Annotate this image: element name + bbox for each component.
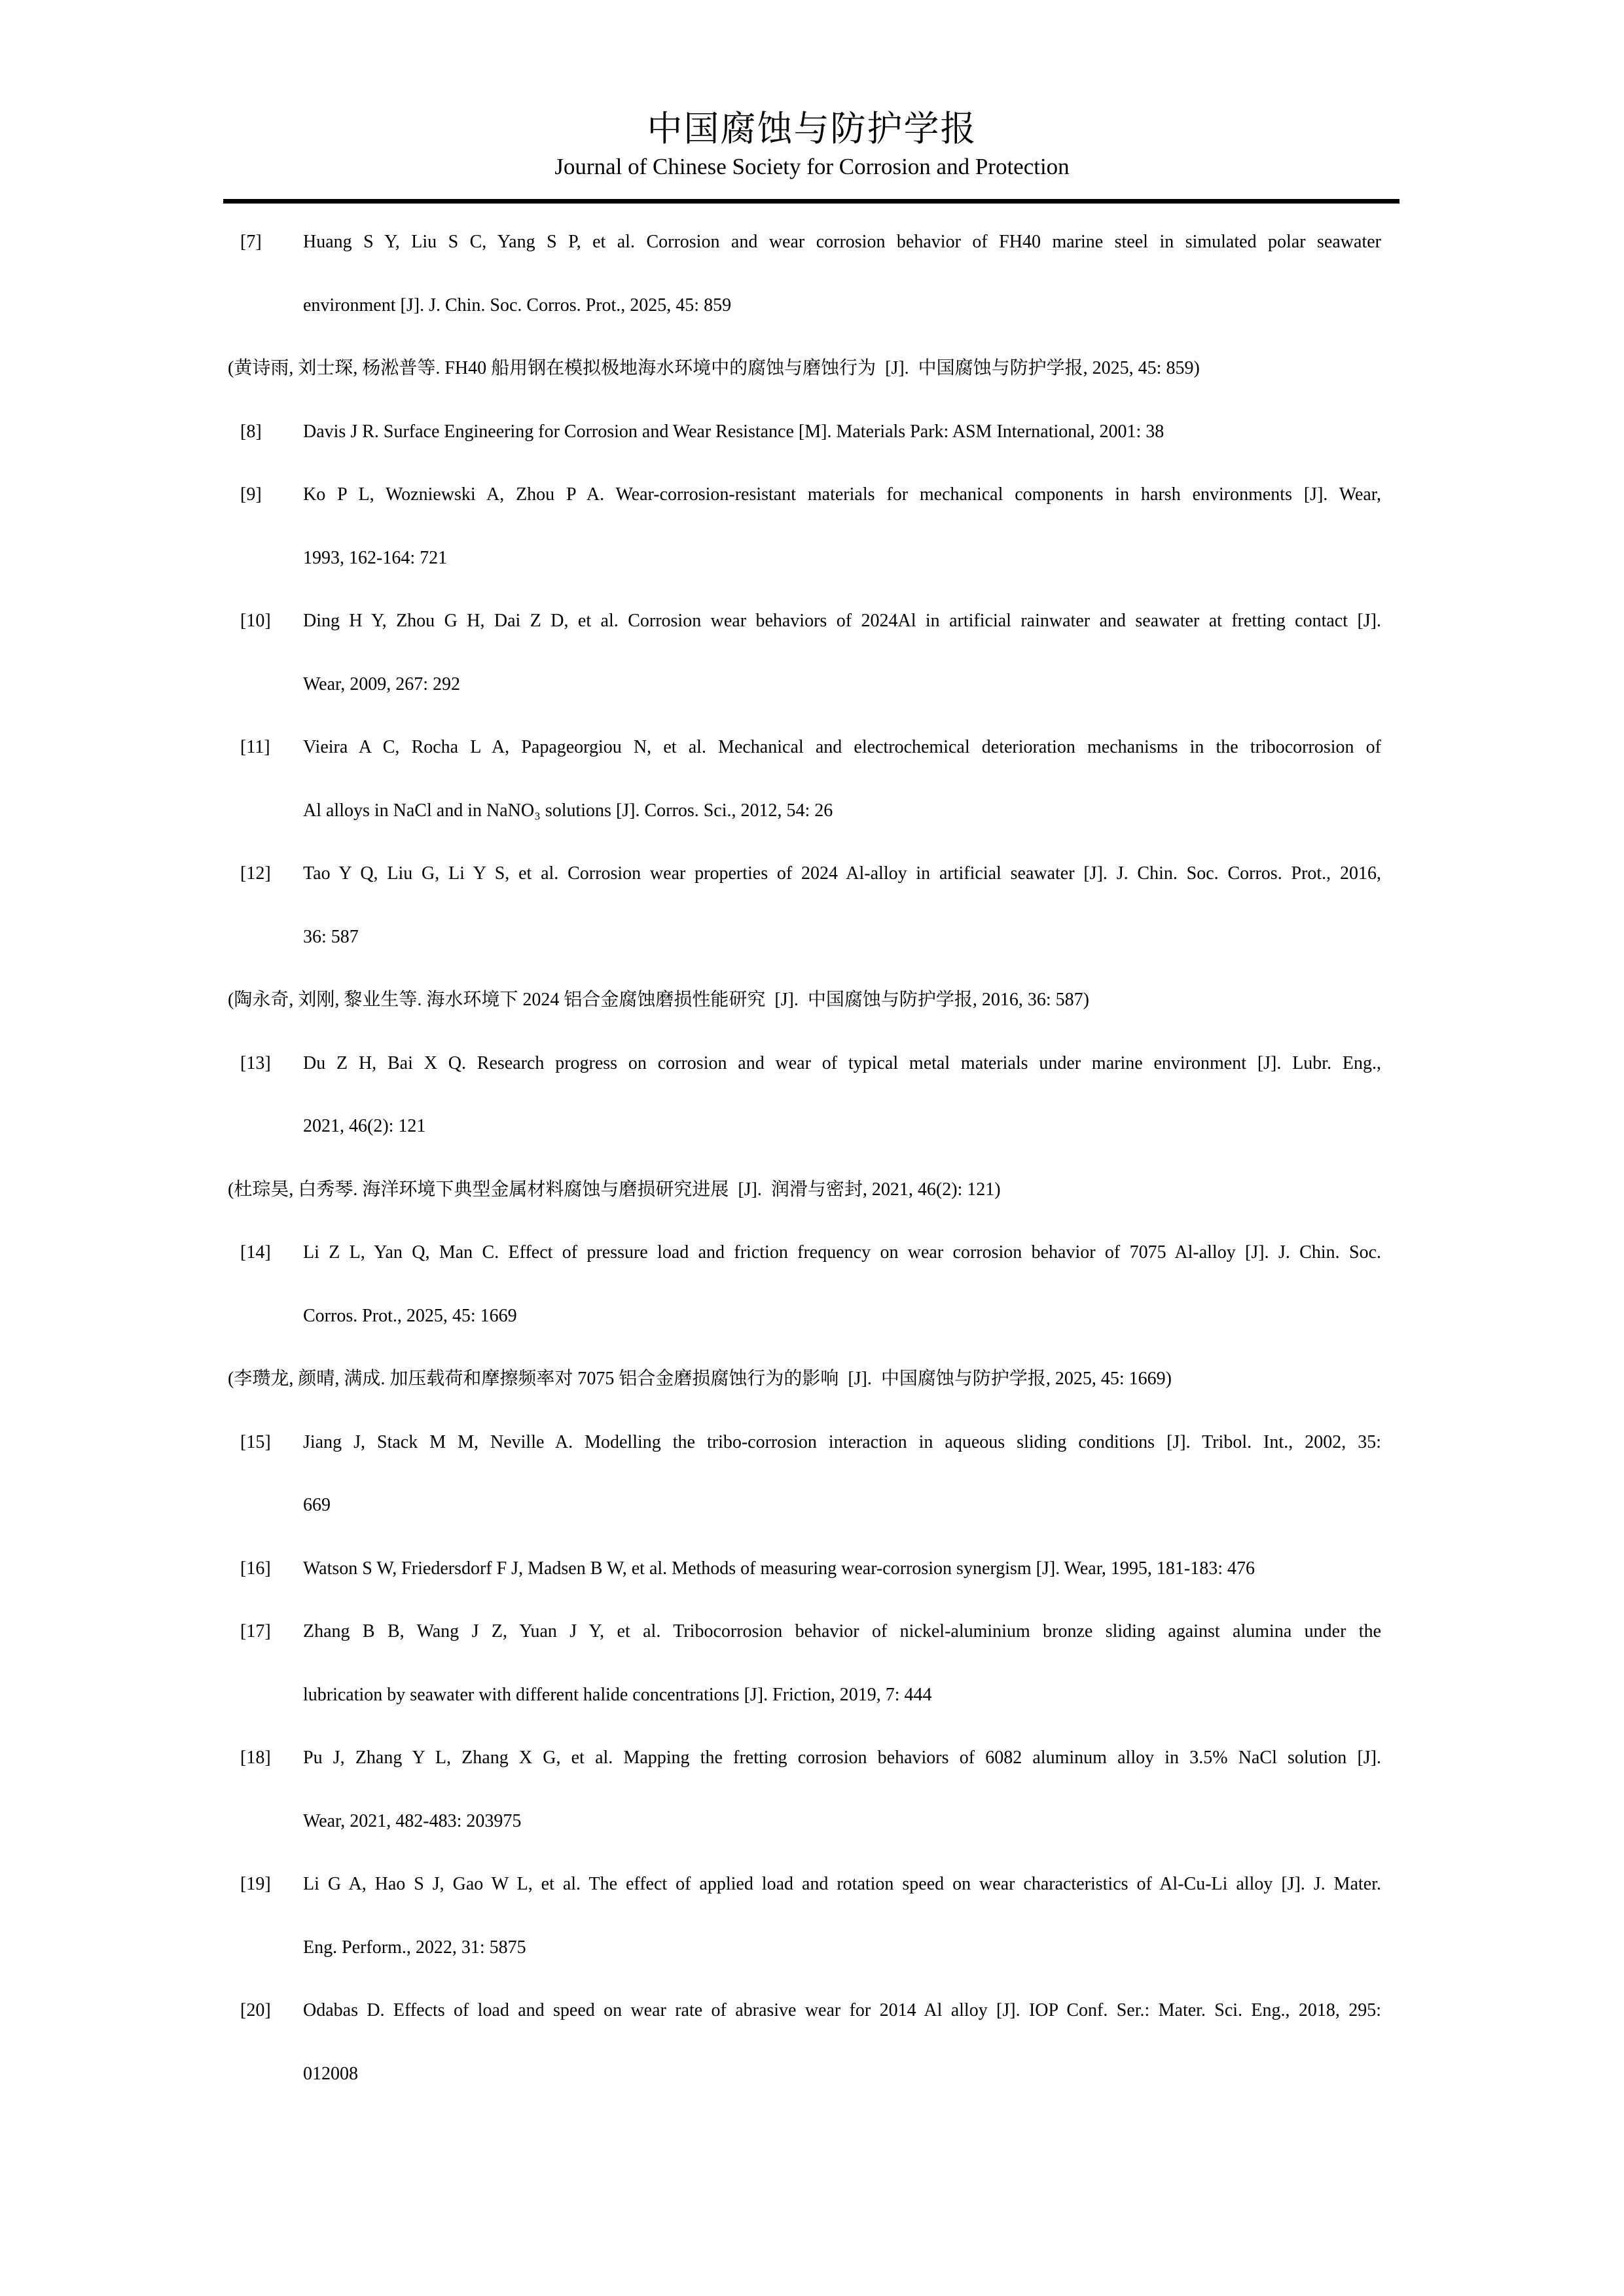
reference-number: [8] [240,421,262,442]
reference-number: [9] [240,484,262,505]
reference-text: Odabas D. Effects of load and speed on wear rate of abrasive wear for 2014 Al alloy [J]. IOP Conf. Ser.: Mater. Sci. Eng., 2018, 295: [303,2000,1381,2020]
reference-cn-row [0,969,1624,1032]
reference-text: 2021, 46(2): 121 [303,1116,426,1136]
reference-text: environment [J]. J. Chin. Soc. Corros. Prot., 2025, 45: 859 [303,295,732,315]
reference-row [0,653,1624,717]
reference-row [0,1221,1624,1285]
reference-text: Wear, 2009, 267: 292 [303,673,461,694]
reference-text: Jiang J, Stack M M, Neville A. Modelling the tribo-corrosion interaction in aqueous sliding conditions [J]. Tribol. Int., 2002, 35: [303,1431,1381,1452]
reference-row [0,1537,1624,1601]
header-rule [223,199,1399,204]
reference-text: Li Z L, Yan Q, Man C. Effect of pressure load and friction frequency on wear corrosion behavior of 7075 Al-alloy [J]. J. Chin. Soc. [303,1242,1381,1263]
journal-title-english: Journal of Chinese Society for Corrosion and Protection [554,154,1070,180]
reference-row [0,1411,1624,1475]
reference-row [0,401,1624,464]
reference-number: [17] [240,1621,271,1641]
reference-text: Zhang B B, Wang J Z, Yuan J Y, et al. Tribocorrosion behavior of nickel-aluminium bronze sliding against alumina under the [303,1621,1381,1641]
reference-row [0,1916,1624,1980]
reference-text: Davis J R. Surface Engineering for Corrosion and Wear Resistance [M]. Materials Park: ASM International, 2001: 38 [303,421,1164,442]
reference-number: [12] [240,863,271,884]
reference-row [0,463,1624,527]
reference-text: 669 [303,1495,331,1515]
reference-row [0,1600,1624,1664]
reference-number: [15] [240,1431,271,1452]
reference-row [0,211,1624,274]
reference-text: Watson S W, Friedersdorf F J, Madsen B W, et al. Methods of measuring wear-corrosion synergism [J]. Wear, 1995, 181-183: 476 [303,1558,1255,1579]
reference-row [0,780,1624,843]
reference-text: Corros. Prot., 2025, 45: 1669 [303,1305,517,1326]
reference-text: Pu J, Zhang Y L, Zhang X G, et al. Mapping the fretting corrosion behaviors of 6082 aluminum alloy in 3.5% NaCl solution [J]. [303,1748,1381,1768]
reference-number: [11] [240,737,270,757]
reference-text: Huang S Y, Liu S C, Yang S P, et al. Corrosion and wear corrosion behavior of FH40 marine steel in simulated polar seawater [303,232,1381,252]
reference-text: 012008 [303,2063,358,2084]
reference-cn-row [0,1348,1624,1411]
reference-text: 1993, 162-164: 721 [303,547,448,568]
reference-text: Eng. Perform., 2022, 31: 5875 [303,1937,526,1958]
reference-number: [10] [240,611,271,631]
reference-text: Ko P L, Wozniewski A, Zhou P A. Wear-corrosion-resistant materials for mechanical components in harsh environments [J]. Wear, [303,484,1381,505]
reference-number: [14] [240,1242,271,1263]
reference-text: Li G A, Hao S J, Gao W L, et al. The effect of applied load and rotation speed on wear characteristics of Al-Cu-Li alloy [J]. J. Mater. [303,1874,1381,1894]
reference-row [0,1790,1624,1854]
reference-number: [19] [240,1874,271,1894]
reference-text: (李瓒龙, 颜晴, 满成. 加压载荷和摩擦频率对 7075 铝合金磨损腐蚀行为的影响 [J]. 中国腐蚀与防护学报, 2025, 45: 1669) [228,1369,1172,1389]
reference-cn-row [0,337,1624,401]
reference-row [0,527,1624,590]
reference-text: 36: 587 [303,926,359,947]
reference-number: [13] [240,1052,271,1073]
reference-number: [7] [240,232,262,252]
reference-row [0,1474,1624,1537]
page-header [0,0,1624,181]
reference-text: Du Z H, Bai X Q. Research progress on corrosion and wear of typical metal materials under marine environment [J]. Lubr. Eng., [303,1052,1381,1073]
reference-text: Vieira A C, Rocha L A, Papageorgiou N, et al. Mechanical and electrochemical deterioration mechanisms in the tribocorrosion of [303,737,1381,757]
reference-row [0,1664,1624,1727]
reference-row [0,1727,1624,1790]
reference-number: [16] [240,1558,271,1579]
reference-row [0,1979,1624,2043]
reference-text: Tao Y Q, Liu G, Li Y S, et al. Corrosion wear properties of 2024 Al-alloy in artificial seawater [J]. J. Chin. Soc. Corros. Prot., 2016, [303,863,1381,884]
reference-text: (黄诗雨, 刘士琛, 杨淞普等. FH40 船用钢在模拟极地海水环境中的腐蚀与磨蚀行为 [J]. 中国腐蚀与防护学报, 2025, 45: 859) [228,358,1200,378]
reference-number: [18] [240,1748,271,1768]
reference-row [0,842,1624,906]
reference-row [0,716,1624,780]
reference-row [0,2043,1624,2106]
reference-row [0,1853,1624,1916]
reference-row [0,274,1624,338]
journal-title-chinese: 中国腐蚀与防护学报 [647,109,977,149]
reference-row [0,1095,1624,1158]
reference-cn-row [0,1158,1624,1222]
reference-text: Ding H Y, Zhou G H, Dai Z D, et al. Corrosion wear behaviors of 2024Al in artificial rainwater and seawater at fretting contact [J]. [303,611,1381,631]
reference-text: Al alloys in NaCl and in NaNO₃ solutions [J]. Corros. Sci., 2012, 54: 26 [303,800,833,821]
reference-row [0,590,1624,653]
reference-row [0,906,1624,969]
reference-text: lubrication by seawater with different halide concentrations [J]. Friction, 2019, 7: 444 [303,1684,932,1705]
reference-row [0,1032,1624,1096]
references-list [0,211,1624,2106]
reference-row [0,1285,1624,1348]
reference-text: (杜琮昊, 白秀琴. 海洋环境下典型金属材料腐蚀与磨损研究进展 [J]. 润滑与密封, 2021, 46(2): 121) [228,1179,1001,1200]
reference-number: [20] [240,2000,271,2020]
reference-text: (陶永奇, 刘刚, 黎业生等. 海水环境下 2024 铝合金腐蚀磨损性能研究 [J]. 中国腐蚀与防护学报, 2016, 36: 587) [228,990,1089,1010]
reference-text: Wear, 2021, 482-483: 203975 [303,1810,522,1831]
